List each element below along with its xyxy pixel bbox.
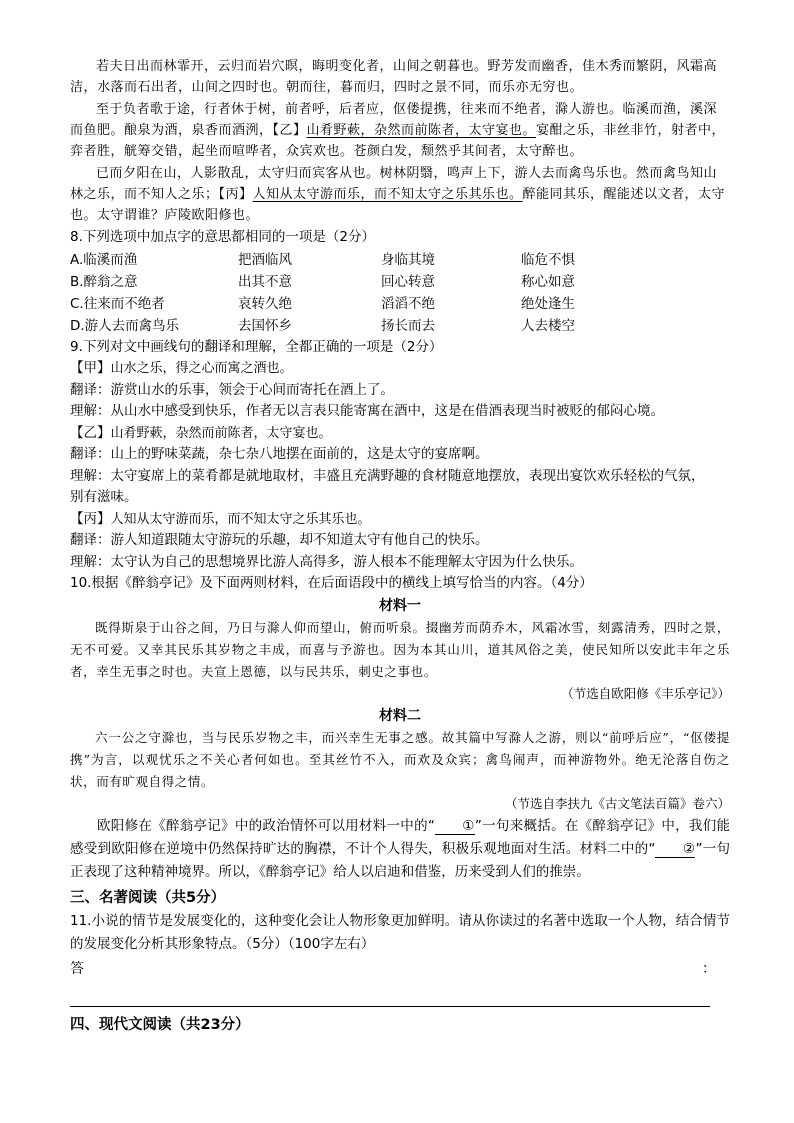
q9-yi-translation: 翻译：山上的野味菜蔬，杂七杂八地摆在面前的，这是太守的宴席啊。	[70, 446, 489, 462]
quoted-sentence: 山水之乐，得之心而寓之酒也。	[110, 361, 293, 376]
q9-yi-sentence	[70, 423, 730, 445]
section-3-title: 三、名著阅读（共5分）	[70, 889, 226, 906]
option-cell: D.游人去而禽鸟乐	[70, 317, 180, 334]
q9-bing-translation: 翻译：游人知道跟随太守游玩的乐趣，却不知道太守有他自己的快乐。	[70, 532, 489, 548]
option-cell: 绝处逢生	[521, 295, 575, 312]
tag-jia: 【甲】	[70, 360, 111, 376]
question-10-stem: 10.根据《醉翁亭记》及下面两则材料，在后面语段中的横线上填写恰当的内容。（4分）	[70, 575, 593, 591]
passage-text: 醉能同其乐，醒能述以文者，太守也。太守谓谁？庐陵欧阳修也。	[70, 187, 726, 223]
option-cell: 出其不意	[238, 273, 292, 290]
option-cell: 扬长而去	[381, 317, 435, 334]
material-1-source: （节选自欧阳修《丰乐亭记》）	[561, 685, 730, 701]
option-cell: 人去楼空	[521, 317, 575, 334]
answer-line[interactable]	[70, 958, 730, 980]
passage-paragraph-1: 若夫日出而林霏开，云归而岩穴暝，晦明变化者，山间之朝暮也。野芳发而幽香，佳木秀而繁阴，风霜高洁，水落而石出者，山间之四时也。朝而往，暮而归，四时之景不同，而乐亦无穷也。	[70, 59, 718, 95]
question-8-stem: 8.下列选项中加点字的意思都相同的一项是（2分）	[70, 229, 375, 245]
q9-bing-sentence	[70, 509, 730, 531]
option-row-d	[70, 315, 730, 337]
option-cell: A.临溪而渔	[70, 251, 138, 268]
material-2-source: （节选自李扶九《古文笔法百篇》卷六）	[504, 795, 730, 811]
material-1-title: 材料一	[379, 597, 421, 614]
q9-jia-understanding: 理解：从山水中感受到快乐，作者无以言表只能寄寓在酒中，这是在借酒表现当时被贬的郁闷心境。	[70, 403, 664, 419]
option-row-b	[70, 271, 730, 293]
blank-1[interactable]: ①	[435, 818, 475, 835]
fill-text: 欧阳修在《醉翁亭记》中的政治情怀可以用材料一中的“	[97, 817, 435, 834]
tag-bing: 【丙】	[218, 187, 253, 202]
option-row-a	[70, 249, 730, 271]
option-cell: 临危不惧	[521, 251, 575, 268]
option-cell: 身临其境	[381, 251, 435, 268]
q9-bing-understanding: 理解：太守认为自己的思想境界比游人高得多，游人根本不能理解太守因为什么快乐。	[70, 553, 583, 570]
underlined-sentence-bing: 人知从太守游而乐，而不知太守之乐其乐也。	[252, 187, 523, 202]
passage-text: 宴酣之乐，非丝非竹，射者中，弈者胜，觥筹交错，起坐而喧哗者，众宾欢也。苍颜白发，颓然乎其间者，太守醉也。	[70, 123, 726, 159]
option-cell: B.醉翁之意	[70, 273, 138, 290]
option-cell: 哀转久绝	[238, 295, 292, 312]
question-9-stem: 9.下列对文中画线句的翻译和理解，全都正确的一项是（2分）	[70, 338, 443, 355]
tag-yi: 【乙】	[70, 424, 111, 441]
q9-jia-translation: 翻译：游赏山水的乐事，领会于心间而寄托在酒上了。	[70, 381, 394, 398]
material-2-body: 六一公之守滁也，当与民乐岁物之丰，而兴幸生无事之感。故其篇中写滁人之游，则以“前呼后应”，“伛偻提携”为言，以观忧乐之不关心者何如也。至其丝竹不入，而欢及众宾；禽鸟闹声，而神游物外。绝无沦落自伤之状，而有旷观自得之情。	[70, 729, 730, 789]
option-cell: 滔滔不绝	[381, 295, 435, 312]
tag-yi: 【乙】	[272, 123, 307, 138]
option-cell: C.往来而不绝者	[70, 295, 165, 312]
quoted-sentence: 山肴野蔌，杂然而前陈者，太守宴也。	[110, 425, 332, 441]
passage-paragraph-3	[70, 163, 730, 226]
answer-label: 答	[70, 960, 84, 977]
exam-page	[70, 56, 730, 1037]
material-1-body: 既得斯泉于山谷之间，乃日与滁人仰而望山，俯而听泉。掇幽芳而荫乔木，风霜冰雪，刻露清秀，四时之景，无不可爱。又幸其民乐其岁物之丰成，而喜与予游也。因为本其山川，道其风俗之美，使民知所以安此丰年之乐者，幸生无事之时也。夫宣上恩德，以与民共乐，刺史之事也。	[70, 619, 730, 679]
section-4-title: 四、现代文阅读（共23分）	[70, 1016, 250, 1033]
blank-2[interactable]: ②	[655, 841, 695, 858]
option-row-c	[70, 293, 730, 315]
quoted-sentence: 人知从太守游而乐，而不知太守之乐其乐也。	[110, 511, 371, 527]
q9-yi-understanding: 理解：太守宴席上的菜肴都是就地取材，丰盛且充满野趣的食材随意地摆放，表现出宴饮欢乐轻松的气氛，	[70, 467, 705, 484]
underlined-sentence-yi: 山肴野蔌，杂然而前陈者，太守宴也。	[306, 123, 537, 138]
question-8-options	[70, 249, 730, 337]
q9-yi-understanding-cont: 别有滋味。	[70, 489, 138, 505]
answer-rule-divider	[70, 1006, 710, 1007]
q9-jia-sentence	[70, 358, 730, 380]
answer-colon: ：	[702, 960, 716, 977]
option-cell: 回心转意	[381, 273, 435, 290]
passage-text: 已而夕阳在山，人影散乱，太守归而宾客从也。树林阴翳，鸣声上下，游人去而禽鸟乐也。然而禽鸟知山林之乐，而不知人之乐；	[70, 166, 718, 202]
option-cell: 去国怀乡	[238, 317, 292, 334]
fill-text: ”一句来概括。在《醉翁亭记》中，我们能感受到欧阳修在逆境中仍然保持旷达的胸襟，不计个人得失，积极乐观地面对生活。材料二中的“	[70, 817, 730, 857]
passage-text: 至于负者歌于途，行者休于树，前者呼，后者应，伛偻提携，往来而不绝者，滁人游也。临溪而渔，溪深而鱼肥。酿泉为酒，泉香而酒洌，	[70, 102, 718, 138]
fill-text: ”一句正表现了这种精神境界。所以，《醉翁亭记》给人以启迪和借鉴，历来受到人们的推崇。	[70, 840, 730, 880]
tag-bing: 【丙】	[70, 510, 111, 527]
option-cell: 把酒临风	[238, 251, 292, 268]
material-2-title: 材料二	[379, 707, 421, 724]
question-11-stem: 11.小说的情节是发展变化的，这种变化会让人物形象更加鲜明。请从你读过的名著中选取一个人物，结合情节的发展变化分析其形象特点。（5分）（100字左右）	[70, 912, 730, 952]
option-cell: 称心如意	[521, 273, 575, 290]
fill-in-paragraph	[70, 815, 730, 884]
passage-paragraph-2	[70, 99, 730, 162]
